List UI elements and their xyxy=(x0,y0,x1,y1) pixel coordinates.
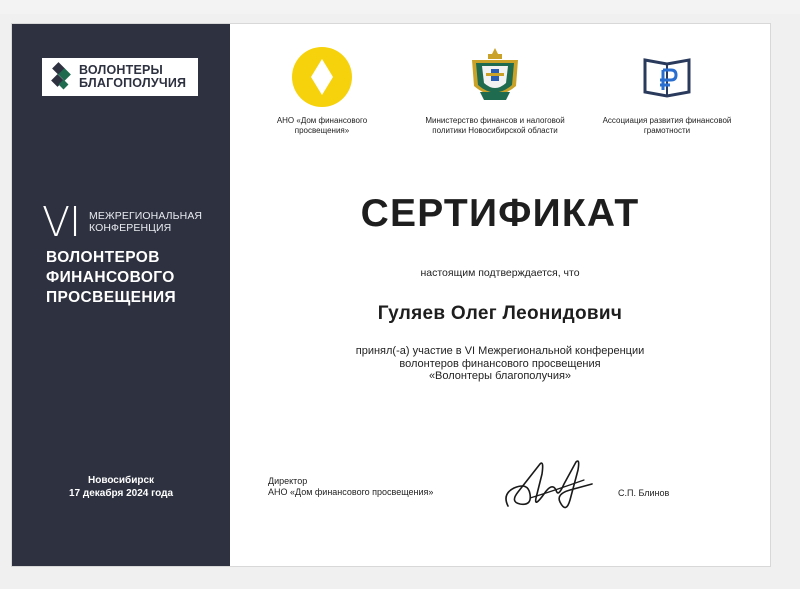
org-ministry-finance xyxy=(410,46,580,135)
participation-line-3: «Волонтеры благополучия» xyxy=(428,370,572,382)
org-label-line-1: Министерство финансов и налоговой xyxy=(425,116,565,125)
conference-sub-line-2: КОНФЕРЕНЦИЯ xyxy=(89,222,172,234)
confirmation-text: настоящим подтверждается, что xyxy=(420,267,580,279)
org-label-line-2: просвещения» xyxy=(294,125,350,135)
participation-line-2: волонтеров финансового просвещения xyxy=(399,357,601,370)
conference-name xyxy=(46,248,226,308)
recipient-name: Гуляев Олег Леонидович xyxy=(377,303,623,324)
org-label-line-2: грамотности xyxy=(643,125,691,135)
org-label xyxy=(410,116,580,135)
conference-name-line-2: ФИНАНСОВОГО xyxy=(46,269,175,286)
org-ano-financial-education xyxy=(260,46,384,135)
org-association-financial-literacy xyxy=(592,46,742,135)
signer-organization: АНО «Дом финансового просвещения» xyxy=(268,487,434,497)
conference-sub-line-1: МЕЖРЕГИОНАЛЬНАЯ xyxy=(89,210,203,222)
diamond-emblem-icon xyxy=(291,46,353,108)
certificate-title: СЕРТИФИКАТ xyxy=(360,192,640,235)
place-and-date xyxy=(12,474,230,500)
book-ruble-icon xyxy=(637,46,697,108)
side-panel xyxy=(12,24,230,566)
signer-title: Директор xyxy=(268,476,308,486)
top-background-strip xyxy=(0,0,800,14)
conference-name-line-1: ВОЛОНТЕРОВ xyxy=(46,249,160,266)
volunteers-logo-icon xyxy=(46,62,76,92)
certificate xyxy=(12,24,770,566)
logo-line-2: БЛАГОПОЛУЧИЯ xyxy=(79,76,187,90)
participation-line-1: принял(-а) участие в VI Межрегиональной конференции xyxy=(355,345,645,357)
signer-position xyxy=(268,476,498,498)
org-label-line-1: Ассоциация развития финансовой xyxy=(602,116,732,125)
date: 17 декабря 2024 года xyxy=(68,488,174,499)
org-label xyxy=(592,116,742,135)
handwritten-signature xyxy=(500,454,596,518)
coat-of-arms-icon xyxy=(466,46,524,108)
volunteers-logo-text xyxy=(79,64,186,90)
conference-subtitle xyxy=(89,210,202,234)
org-label-line-1: АНО «Дом финансового xyxy=(276,116,368,125)
participation-text xyxy=(230,345,770,383)
logo-line-1: ВОЛОНТЕРЫ xyxy=(79,63,163,77)
conference-number: VI xyxy=(42,198,81,246)
city: Новосибирск xyxy=(87,475,155,486)
org-label xyxy=(260,116,384,135)
conference-name-line-3: ПРОСВЕЩЕНИЯ xyxy=(46,289,177,306)
signer-name: С.П. Блинов xyxy=(618,488,670,498)
volunteers-logo xyxy=(42,58,198,96)
org-label-line-2: политики Новосибирской области xyxy=(432,125,558,135)
